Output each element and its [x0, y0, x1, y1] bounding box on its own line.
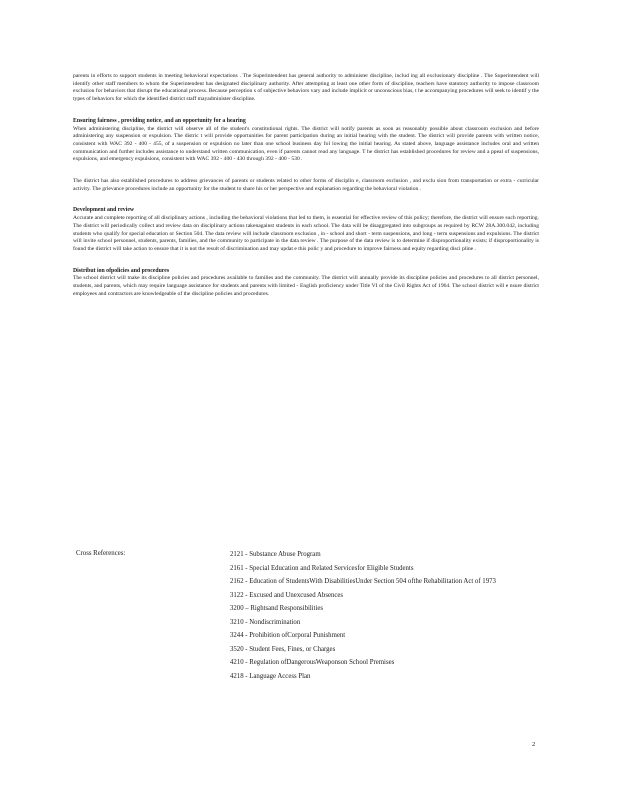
paragraph [73, 73, 539, 104]
cross-reference-item: 3520 - Student Fees, Fines, or Charges [230, 645, 336, 653]
section-ensuring-fairness [73, 118, 539, 164]
section-heading: Development and review [73, 207, 135, 214]
section-heading: Ensuring fairness , providing notice, and an opportunity for a hearing [73, 117, 246, 124]
cross-reference-item: 2121 - Substance Abuse Program [230, 551, 321, 558]
paragraph-text: The school district will make its discipline policies and procedures available to families and the community. The district will annually provide its discipline policies and procedures to all district personnel, students, and parents, which may require language assistance for students and parents with limited - English proficiency under Title VI of the Civil Rights Act of 1964. The school district will e nsure district employees and contractors are knowledgeable of the discipline policies and procedures. [73, 275, 539, 297]
cross-references-label: Cross References: [76, 550, 126, 557]
body-text [73, 73, 539, 312]
paragraph [73, 126, 539, 165]
paragraph [73, 275, 539, 298]
section-heading: Distribut ion ofpolicies and procedures [73, 267, 170, 274]
paragraph-text: The district has also established procedures to address grievances of parents or students related to other forms of disciplin e, classroom exclusion , and exclu sion from transportation or extra - curricular activity. The grievance procedures include an opportunity for the student to share his or her perspective and explanation regarding the behavioral violation . [73, 178, 539, 192]
paragraph-text: Accurate and complete reporting of all disciplinary actions , including the behavioral violations that led to them, is essential for effective review of this policy; therefore, the district will ensure such reporting. The district will periodically collect and review data on disciplinary actions takenagainst students in each school. The data will be disaggregated into subgroups as required by RCW 28A.300.042, including students who qualify for special education or Section 504. The data review will include classroom exclusion , in - school and short - term suspensions, and long - term suspensions and expulsions. The district will invite school personnel, students, parents, families, and the community to participate in the data review . The purpose of the data review is to determine if disproportionality exists; if disproportionality is found the district will take action to ensure that it is not the result of discrimination and may updat e this polic y and procedure to improve fairness and equity regarding disci pline . [73, 215, 539, 252]
cross-reference-item: 3200 – Rightsand Responsibilities [230, 605, 324, 612]
paragraph-text: parents in efforts to support students in meeting behavioral expectations . The Superintendent has general authority to administer discipline, includ ing all exclusionary discipline . The Superintendent will identify other staff members to whom the Superintendent has designated disciplinary authority. After attempting at least one other form of discipline, teachers have statutory authority to impose classroom exclusion for behaviors that disrupt the educational process. Because perception s of subjective behaviors vary and include implicit or unconscious bias, t he accompanying procedures will seek to identif y the types of behaviors for which the identified district staff mayadminister discipline. [73, 73, 539, 103]
paragraph [73, 178, 539, 193]
paragraph [73, 215, 539, 254]
cross-reference-item: 3210 - Nondiscrimination [230, 618, 301, 626]
cross-reference-item: 4210 - Regulation ofDangerousWeaponson School Premises [230, 659, 395, 666]
cross-reference-item: 4218 - Language Access Plan [230, 672, 311, 680]
cross-reference-item: 2161 - Special Education and Related Servicesfor Eligible Students [230, 564, 414, 572]
cross-reference-item: 3122 - Excused and Unexcused Absences [230, 591, 344, 599]
section-distribution [73, 268, 539, 299]
paragraph-text: When administering discipline, the district will observe all of the student's constitutional rights. The district will notify parents as soon as reasonably possible about classroom exclusion and before administering any suspension or expulsion. The distric t will provide opportunities for parent participation during an initial hearing with the student. The district will provide parents with written notice, consistent with WAC 392 - 400 - 455, of a suspension or expulsion no later than one school business day fol lowing the initial hearing. As stated above, language assistance includes oral and written communication and further includes assistance to understand written communication, even if parents cannot read any language. T he district has established procedures for review and a ppeal of suspensions, expulsions, and emergency expulsions, consistent with WAC 392 - 400 - 430 through 392 - 400 - 530 . [73, 125, 539, 163]
section-development-review [73, 207, 539, 253]
page-number: 2 [532, 741, 536, 748]
cross-reference-list [230, 550, 546, 685]
cross-reference-item: 2162 - Education of StudentsWith DisabilitiesUnder Section 504 ofthe Rehabilitation Act of 1973 [230, 578, 496, 585]
cross-reference-item: 3244 - Prohibition ofCorporal Punishment [230, 632, 346, 639]
